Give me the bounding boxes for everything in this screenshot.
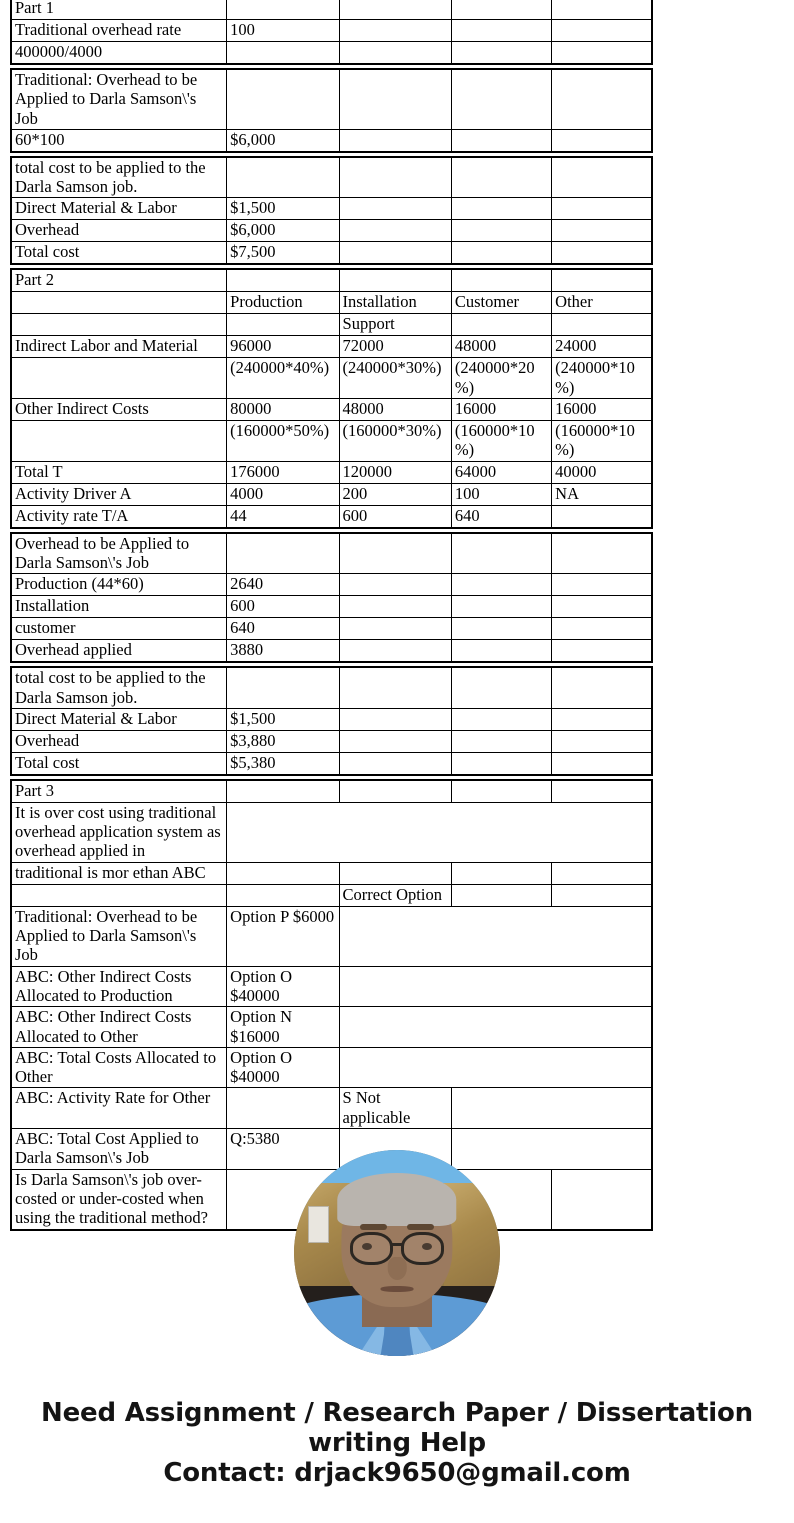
data-cell [339,1047,652,1088]
photo-mouth [381,1286,414,1292]
data-cell: Support [339,314,451,336]
data-cell [552,533,652,574]
table-row [11,1088,652,1129]
data-cell [552,69,652,129]
data-cell [552,157,652,198]
data-cell [451,157,551,198]
table-abc-overhead-applied [10,532,653,664]
table-row [11,966,652,1007]
table-row [11,269,652,292]
data-cell: (160000*50%) [227,421,339,462]
photo-eyeglass-left [350,1232,393,1265]
data-cell [227,157,339,198]
data-cell [227,0,339,20]
table-row [11,0,652,20]
data-cell [339,42,451,65]
data-cell: (160000*30%) [339,421,451,462]
row-label-cell: Is Darla Samson\'s job over-costed or under-costed when using the traditional method? [11,1169,227,1229]
data-cell [227,667,339,708]
data-cell [451,752,551,775]
data-cell: 100 [227,20,339,42]
row-label-cell: ABC: Other Indirect Costs Allocated to Production [11,966,227,1007]
data-cell [451,884,551,906]
row-label-cell: Traditional overhead rate [11,20,227,42]
table-row [11,314,652,336]
table-row [11,461,652,483]
table-row [11,483,652,505]
data-cell [552,505,652,528]
spreadsheet-document [10,0,655,1234]
row-label-cell: Traditional: Overhead to be Applied to Darla Samson\'s Job [11,69,227,129]
avatar [294,1150,500,1356]
data-cell [552,640,652,663]
data-cell: $3,880 [227,730,339,752]
table-row [11,42,652,65]
data-cell: 72000 [339,336,451,358]
photo-nose [388,1257,407,1280]
photo-eyeglass-bridge [391,1243,403,1246]
data-cell [451,533,551,574]
data-cell: Option O $40000 [227,966,339,1007]
data-cell [227,802,652,862]
row-label-cell: ABC: Total Cost Applied to Darla Samson\'s Job [11,1129,227,1170]
data-cell [552,730,652,752]
data-cell [339,198,451,220]
data-cell: Installation [339,292,451,314]
data-cell: 16000 [451,399,551,421]
data-cell [339,157,451,198]
row-label-cell: Part 2 [11,269,227,292]
table-row [11,640,652,663]
row-label-cell: Part 3 [11,780,227,803]
data-cell [339,242,451,265]
data-cell [227,42,339,65]
promo-line-2: writing Help [308,1428,486,1459]
data-cell: Option N $16000 [227,1007,339,1048]
table-row [11,69,652,129]
row-label-cell: It is over cost using traditional overhead application system as overhead applied in [11,802,227,862]
row-label-cell: Activity rate T/A [11,505,227,528]
data-cell: $6,000 [227,220,339,242]
table-part-2-activity-pools [10,268,653,528]
row-label-cell [11,314,227,336]
data-cell [451,198,551,220]
promo-text [0,1398,794,1488]
data-cell [339,640,451,663]
data-cell: 80000 [227,399,339,421]
data-cell [552,596,652,618]
data-cell [339,0,451,20]
row-label-cell: Traditional: Overhead to be Applied to Darla Samson\'s Job [11,906,227,966]
data-cell [339,667,451,708]
data-cell [339,574,451,596]
table-row [11,1047,652,1088]
table-row [11,1007,652,1048]
data-cell [451,1088,652,1129]
table-row [11,220,652,242]
table-row [11,198,652,220]
data-cell [339,269,451,292]
row-label-cell: 400000/4000 [11,42,227,65]
data-cell: 2640 [227,574,339,596]
data-cell [451,667,551,708]
data-cell [451,129,551,152]
table-row [11,292,652,314]
data-cell [451,0,551,20]
data-cell: 640 [227,618,339,640]
data-cell: $1,500 [227,708,339,730]
data-cell [339,20,451,42]
data-cell: 600 [227,596,339,618]
data-cell [339,596,451,618]
data-cell [339,533,451,574]
table-row [11,884,652,906]
data-cell [451,708,551,730]
data-cell [451,220,551,242]
row-label-cell [11,421,227,462]
photo-eyebrow-left [360,1224,387,1230]
data-cell [339,220,451,242]
data-cell: 16000 [552,399,652,421]
data-cell [227,314,339,336]
data-cell [552,708,652,730]
data-cell: Customer [451,292,551,314]
data-cell [451,730,551,752]
data-cell [227,269,339,292]
table-row [11,421,652,462]
table-row [11,533,652,574]
row-label-cell [11,292,227,314]
data-cell: Other [552,292,652,314]
row-label-cell: Direct Material & Labor [11,198,227,220]
row-label-cell: Indirect Labor and Material [11,336,227,358]
data-cell: 96000 [227,336,339,358]
data-cell [552,667,652,708]
row-label-cell: Overhead applied [11,640,227,663]
table-row [11,906,652,966]
data-cell [451,780,551,803]
table-row [11,618,652,640]
data-cell [552,780,652,803]
row-label-cell: Production (44*60) [11,574,227,596]
row-label-cell: customer [11,618,227,640]
data-cell: 120000 [339,461,451,483]
data-cell: 100 [451,483,551,505]
data-cell: (160000*10%) [451,421,551,462]
data-cell [451,618,551,640]
row-label-cell: Overhead [11,220,227,242]
data-cell [451,640,551,663]
photo-eyebrow-right [407,1224,434,1230]
row-label-cell: Overhead to be Applied to Darla Samson\'s Job [11,533,227,574]
data-cell [339,69,451,129]
row-label-cell: ABC: Total Costs Allocated to Other [11,1047,227,1088]
data-cell [552,752,652,775]
data-cell: 44 [227,505,339,528]
data-cell [552,129,652,152]
row-label-cell [11,884,227,906]
data-cell [227,884,339,906]
data-cell: (240000*10%) [552,358,652,399]
data-cell [339,708,451,730]
data-cell: 4000 [227,483,339,505]
data-cell: Option O $40000 [227,1047,339,1088]
data-cell [451,269,551,292]
data-cell [339,780,451,803]
data-cell [552,0,652,20]
data-cell [552,242,652,265]
data-cell: 176000 [227,461,339,483]
data-cell: NA [552,483,652,505]
table-row [11,242,652,265]
data-cell: Q:5380 [227,1129,339,1170]
data-cell [227,533,339,574]
table-row [11,574,652,596]
data-cell: 640 [451,505,551,528]
data-cell: (240000*40%) [227,358,339,399]
row-label-cell: Part 1 [11,0,227,20]
data-cell: $5,380 [227,752,339,775]
row-label-cell: Total cost [11,242,227,265]
data-cell: $1,500 [227,198,339,220]
row-label-cell: Other Indirect Costs [11,399,227,421]
photo-wall-switch [308,1206,329,1243]
data-cell [451,42,551,65]
promo-line-3: Contact: drjack9650@gmail.com [163,1458,631,1489]
table-row [11,802,652,862]
table-row [11,708,652,730]
data-cell [552,42,652,65]
data-cell [451,69,551,129]
table-row [11,336,652,358]
data-cell [339,966,652,1007]
data-cell [451,314,551,336]
row-label-cell: Total T [11,461,227,483]
table-row [11,358,652,399]
table-traditional-overhead-applied [10,68,653,153]
data-cell [552,220,652,242]
data-cell [339,1007,652,1048]
data-cell [552,574,652,596]
table-row [11,129,652,152]
data-cell: 3880 [227,640,339,663]
data-cell [552,269,652,292]
table-row [11,730,652,752]
data-cell [227,862,339,884]
data-cell: S Not applicable [339,1088,451,1129]
table-part-1-rate [10,0,653,65]
data-cell [552,314,652,336]
table-row [11,505,652,528]
data-cell [339,730,451,752]
photo-hair [337,1173,456,1227]
data-cell [552,618,652,640]
row-label-cell: Overhead [11,730,227,752]
data-cell [451,862,551,884]
table-row [11,752,652,775]
data-cell [339,862,451,884]
data-cell: 40000 [552,461,652,483]
table-traditional-total-cost [10,156,653,266]
table-row [11,399,652,421]
row-label-cell: Installation [11,596,227,618]
data-cell: 64000 [451,461,551,483]
row-label-cell: Direct Material & Labor [11,708,227,730]
table-row [11,667,652,708]
data-cell: 200 [339,483,451,505]
row-label-cell: ABC: Activity Rate for Other [11,1088,227,1129]
data-cell [552,884,652,906]
data-cell [227,1088,339,1129]
promo-line-1: Need Assignment / Research Paper / Dissertation [41,1398,753,1428]
data-cell [451,242,551,265]
row-label-cell: total cost to be applied to the Darla Samson job. [11,667,227,708]
data-cell: Option P $6000 [227,906,339,966]
data-cell [227,780,339,803]
photo-eyeglass-right [401,1232,444,1265]
table-row [11,862,652,884]
data-cell: 24000 [552,336,652,358]
data-cell: (240000*20%) [451,358,551,399]
table-abc-total-cost [10,666,653,776]
row-label-cell: Activity Driver A [11,483,227,505]
data-cell [552,862,652,884]
data-cell: Production [227,292,339,314]
table-row [11,596,652,618]
row-label-cell: traditional is mor ethan ABC [11,862,227,884]
table-row [11,20,652,42]
row-label-cell: 60*100 [11,129,227,152]
data-cell [227,69,339,129]
row-label-cell: total cost to be applied to the Darla Samson job. [11,157,227,198]
data-cell [451,574,551,596]
avatar-container [0,1150,794,1361]
data-cell: $6,000 [227,129,339,152]
data-cell [451,20,551,42]
table-row [11,780,652,803]
data-cell: 48000 [451,336,551,358]
data-cell [339,752,451,775]
row-label-cell [11,358,227,399]
data-cell: 48000 [339,399,451,421]
data-cell [552,20,652,42]
data-cell: $7,500 [227,242,339,265]
data-cell [339,129,451,152]
data-cell: 600 [339,505,451,528]
data-cell [552,198,652,220]
data-cell [339,906,652,966]
row-label-cell: Total cost [11,752,227,775]
row-label-cell: ABC: Other Indirect Costs Allocated to Other [11,1007,227,1048]
data-cell [339,618,451,640]
table-row [11,157,652,198]
data-cell [451,596,551,618]
data-cell: Correct Option [339,884,451,906]
data-cell: (160000*10%) [552,421,652,462]
data-cell: (240000*30%) [339,358,451,399]
